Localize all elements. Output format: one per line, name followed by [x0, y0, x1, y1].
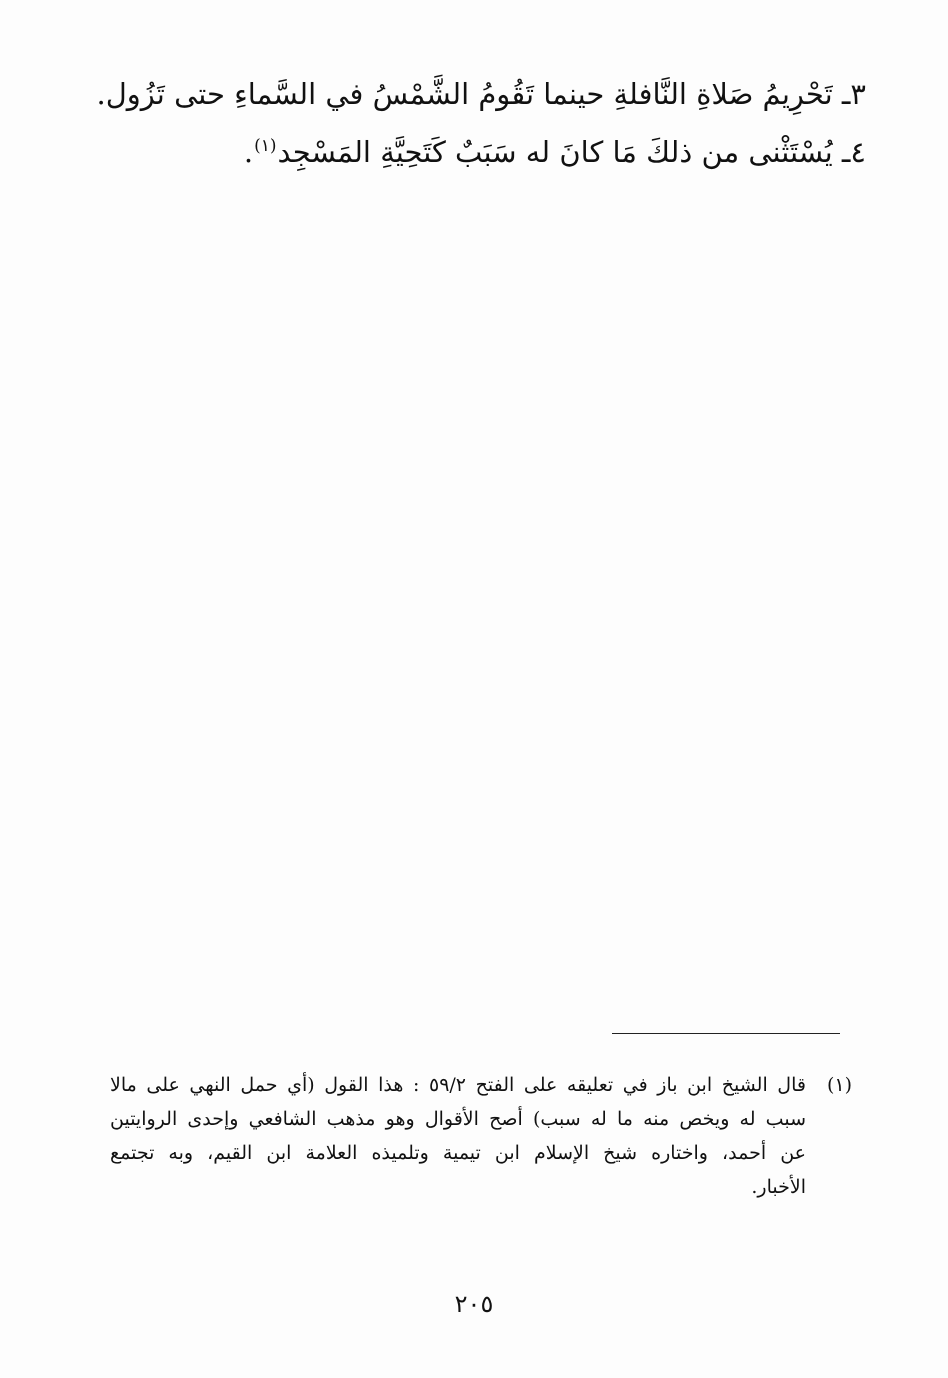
- footnote-line: الأخبار.: [751, 1176, 806, 1198]
- main-text-line-4-end: .: [243, 135, 254, 169]
- main-text-line-4: [244, 132, 866, 172]
- main-text-line-4-content: ٤ـ يُسْتَثْنى من ذلكَ مَا كانَ له سَبَبٌ كَتَحِيَّةِ المَسْجِد: [277, 135, 866, 169]
- footnote-separator: [612, 1033, 840, 1034]
- main-text-line-3-content: ٣ـ تَحْرِيمُ صَلاةِ النَّافلةِ حينما تَقُومُ الشَّمْسُ في السَّماءِ حتى تَزُول.: [96, 77, 866, 111]
- main-text-line-3: [97, 74, 867, 114]
- footnote-line: قال الشيخ ابن باز في تعليقه على الفتح ٥٩/٢ : هذا القول (أي حمل النهي على مالا: [110, 1074, 806, 1096]
- footnote-body: [110, 1068, 806, 1204]
- footnote-line: عن أحمد، واختاره شيخ الإسلام ابن تيمية وتلميذه العلامة ابن القيم، وبه تجتمع: [110, 1142, 806, 1164]
- footnote-reference[interactable]: (١): [254, 136, 277, 157]
- footnote-number: (١): [826, 1074, 852, 1096]
- page-number: ٢٠٥: [454, 1290, 494, 1318]
- footnote: [110, 1068, 852, 1204]
- footnote-line: سبب له ويخص منه ما له سبب) أصح الأقوال وهو مذهب الشافعي وإحدى الروايتين: [110, 1108, 806, 1130]
